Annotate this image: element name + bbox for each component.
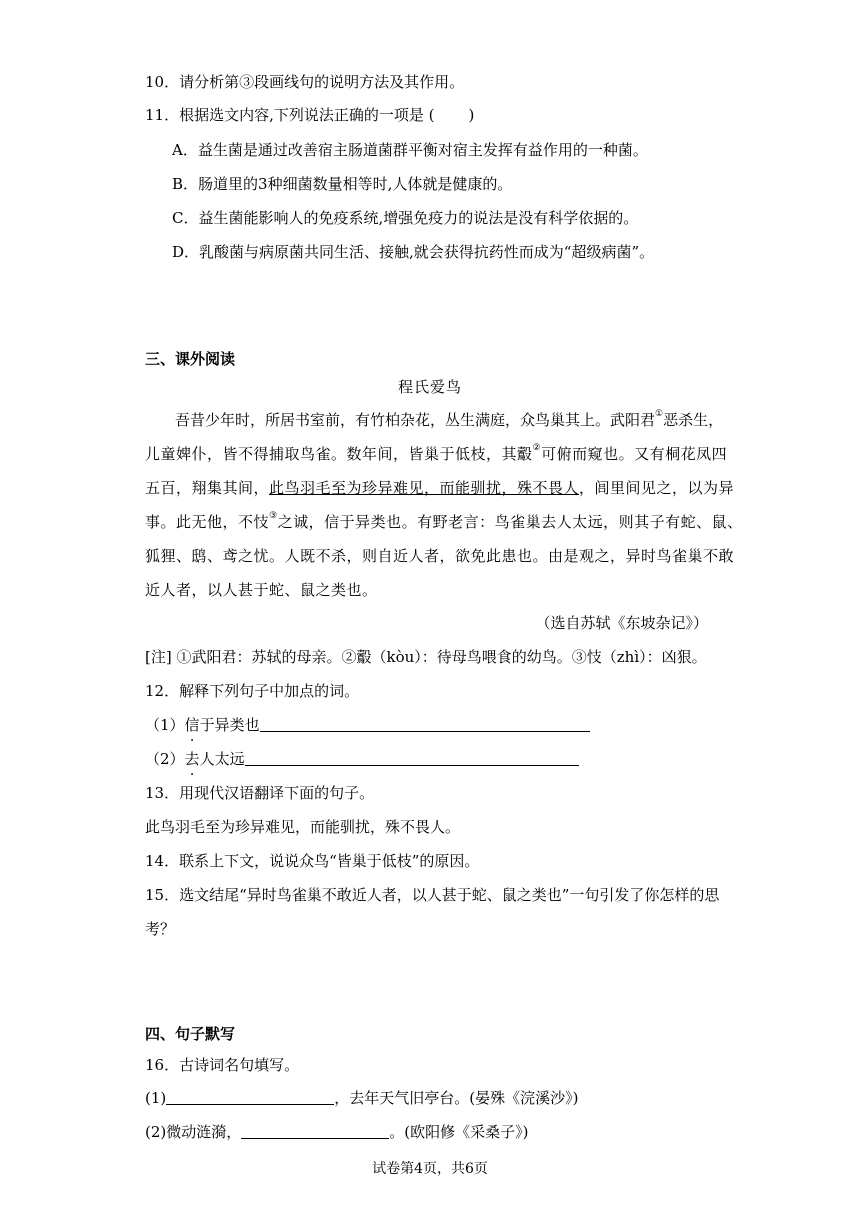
- question-16-2: (2)微动涟漪， 。(欧阳修《采桑子》): [145, 1123, 529, 1141]
- footnotes: [注] ①武阳君：苏轼的母亲。②鷇（kòu）：待母鸟喂食的幼鸟。③忮（zhì）：凶狠。: [145, 648, 707, 666]
- section-3-heading: 三、课外阅读: [145, 350, 236, 368]
- option-d: D．乳酸菌与病原菌共同生活、接触,就会获得抗药性而成为“超级病菌”。: [172, 243, 655, 261]
- question-11-text: 11．根据选文内容,下列说法正确的一项是: [145, 106, 424, 124]
- footnote-mark-2: ②: [532, 443, 542, 453]
- question-12-2: （2）去人太远: [145, 748, 579, 770]
- footnote-mark-3: ③: [269, 511, 278, 521]
- question-11: [145, 104, 474, 126]
- option-a: A．益生菌是通过改善宿主肠道菌群平衡对宿主发挥有益作用的一种菌。: [172, 141, 648, 159]
- underlined-sentence: 此鸟羽毛至为珍异难见，而能驯扰，殊不畏人: [269, 479, 580, 497]
- question-10: 10．请分析第③段画线句的说明方法及其作用。: [145, 73, 465, 91]
- question-15-line-1: 15．选文结尾“异时鸟雀巢不敢近人者，以人甚于蛇、鼠之类也”一句引发了你怎样的思: [145, 886, 720, 904]
- page-footer: 试卷第4页，共6页: [372, 1161, 488, 1177]
- answer-paren-open: (: [428, 106, 435, 124]
- answer-paren-close: ): [468, 106, 475, 124]
- footnote-mark-1: ①: [655, 409, 664, 419]
- section-4-heading: 四、句子默写: [145, 1025, 236, 1043]
- option-c: C．益生菌能影响人的免疫系统,增强免疫力的说法是没有科学依据的。: [172, 209, 639, 227]
- passage-title: 程氏爱鸟: [397, 378, 462, 396]
- question-12-1: （1）信于异类也: [145, 714, 590, 736]
- passage-line-5: 狐狸、鸱、鸢之忧。人既不杀，则自近人者，欲免此患也。由是观之，异时鸟雀巢不敢: [145, 547, 735, 565]
- question-14: 14．联系上下文，说说众鸟“皆巢于低枝”的原因。: [145, 852, 480, 870]
- option-b: B．肠道里的3种细菌数量相等时,人体就是健康的。: [172, 175, 513, 193]
- question-13-sentence: 此鸟羽毛至为珍异难见，而能驯扰，殊不畏人。: [145, 818, 461, 836]
- answer-blank-12-2[interactable]: [245, 749, 579, 766]
- passage-line-6: 近人者，以人甚于蛇、鼠之类也。: [145, 581, 378, 599]
- question-16-1: (1) ，去年天气旧亭台。(晏殊《浣溪沙》): [145, 1089, 579, 1107]
- question-12: 12．解释下列句子中加点的词。: [145, 682, 360, 700]
- passage-line-4: 事。此无他，不忮③之诚，信于异类也。有野老言：鸟雀巢去人太远，则其子有蛇、鼠、: [145, 511, 743, 531]
- answer-blank-12-1[interactable]: [260, 715, 590, 732]
- dotted-word-qu: 去: [184, 750, 200, 768]
- answer-blank-16-2[interactable]: [241, 1122, 389, 1139]
- answer-blank-16-1[interactable]: [166, 1088, 334, 1105]
- dotted-word-xin: 信: [184, 716, 200, 734]
- question-15-line-2: 考？: [145, 920, 176, 938]
- question-16: 16．古诗词名句填写。: [145, 1056, 300, 1074]
- passage-line-2: 儿童婢仆，皆不得捕取鸟雀。数年间，皆巢于低枝，其鷇②可俯而窥也。又有桐花凤四: [145, 443, 728, 463]
- passage-line-1: 吾昔少年时，所居书室前，有竹柏杂花，丛生满庭，众鸟巢其上。武阳君①恶杀生，: [175, 409, 724, 429]
- passage-line-3: 五百，翔集其间，此鸟羽毛至为珍异难见，而能驯扰，殊不畏人，闾里间见之，以为异: [145, 479, 735, 497]
- passage-source: （选自苏轼《东坡杂记》）: [535, 614, 708, 632]
- question-13: 13．用现代汉语翻译下面的句子。: [145, 784, 375, 802]
